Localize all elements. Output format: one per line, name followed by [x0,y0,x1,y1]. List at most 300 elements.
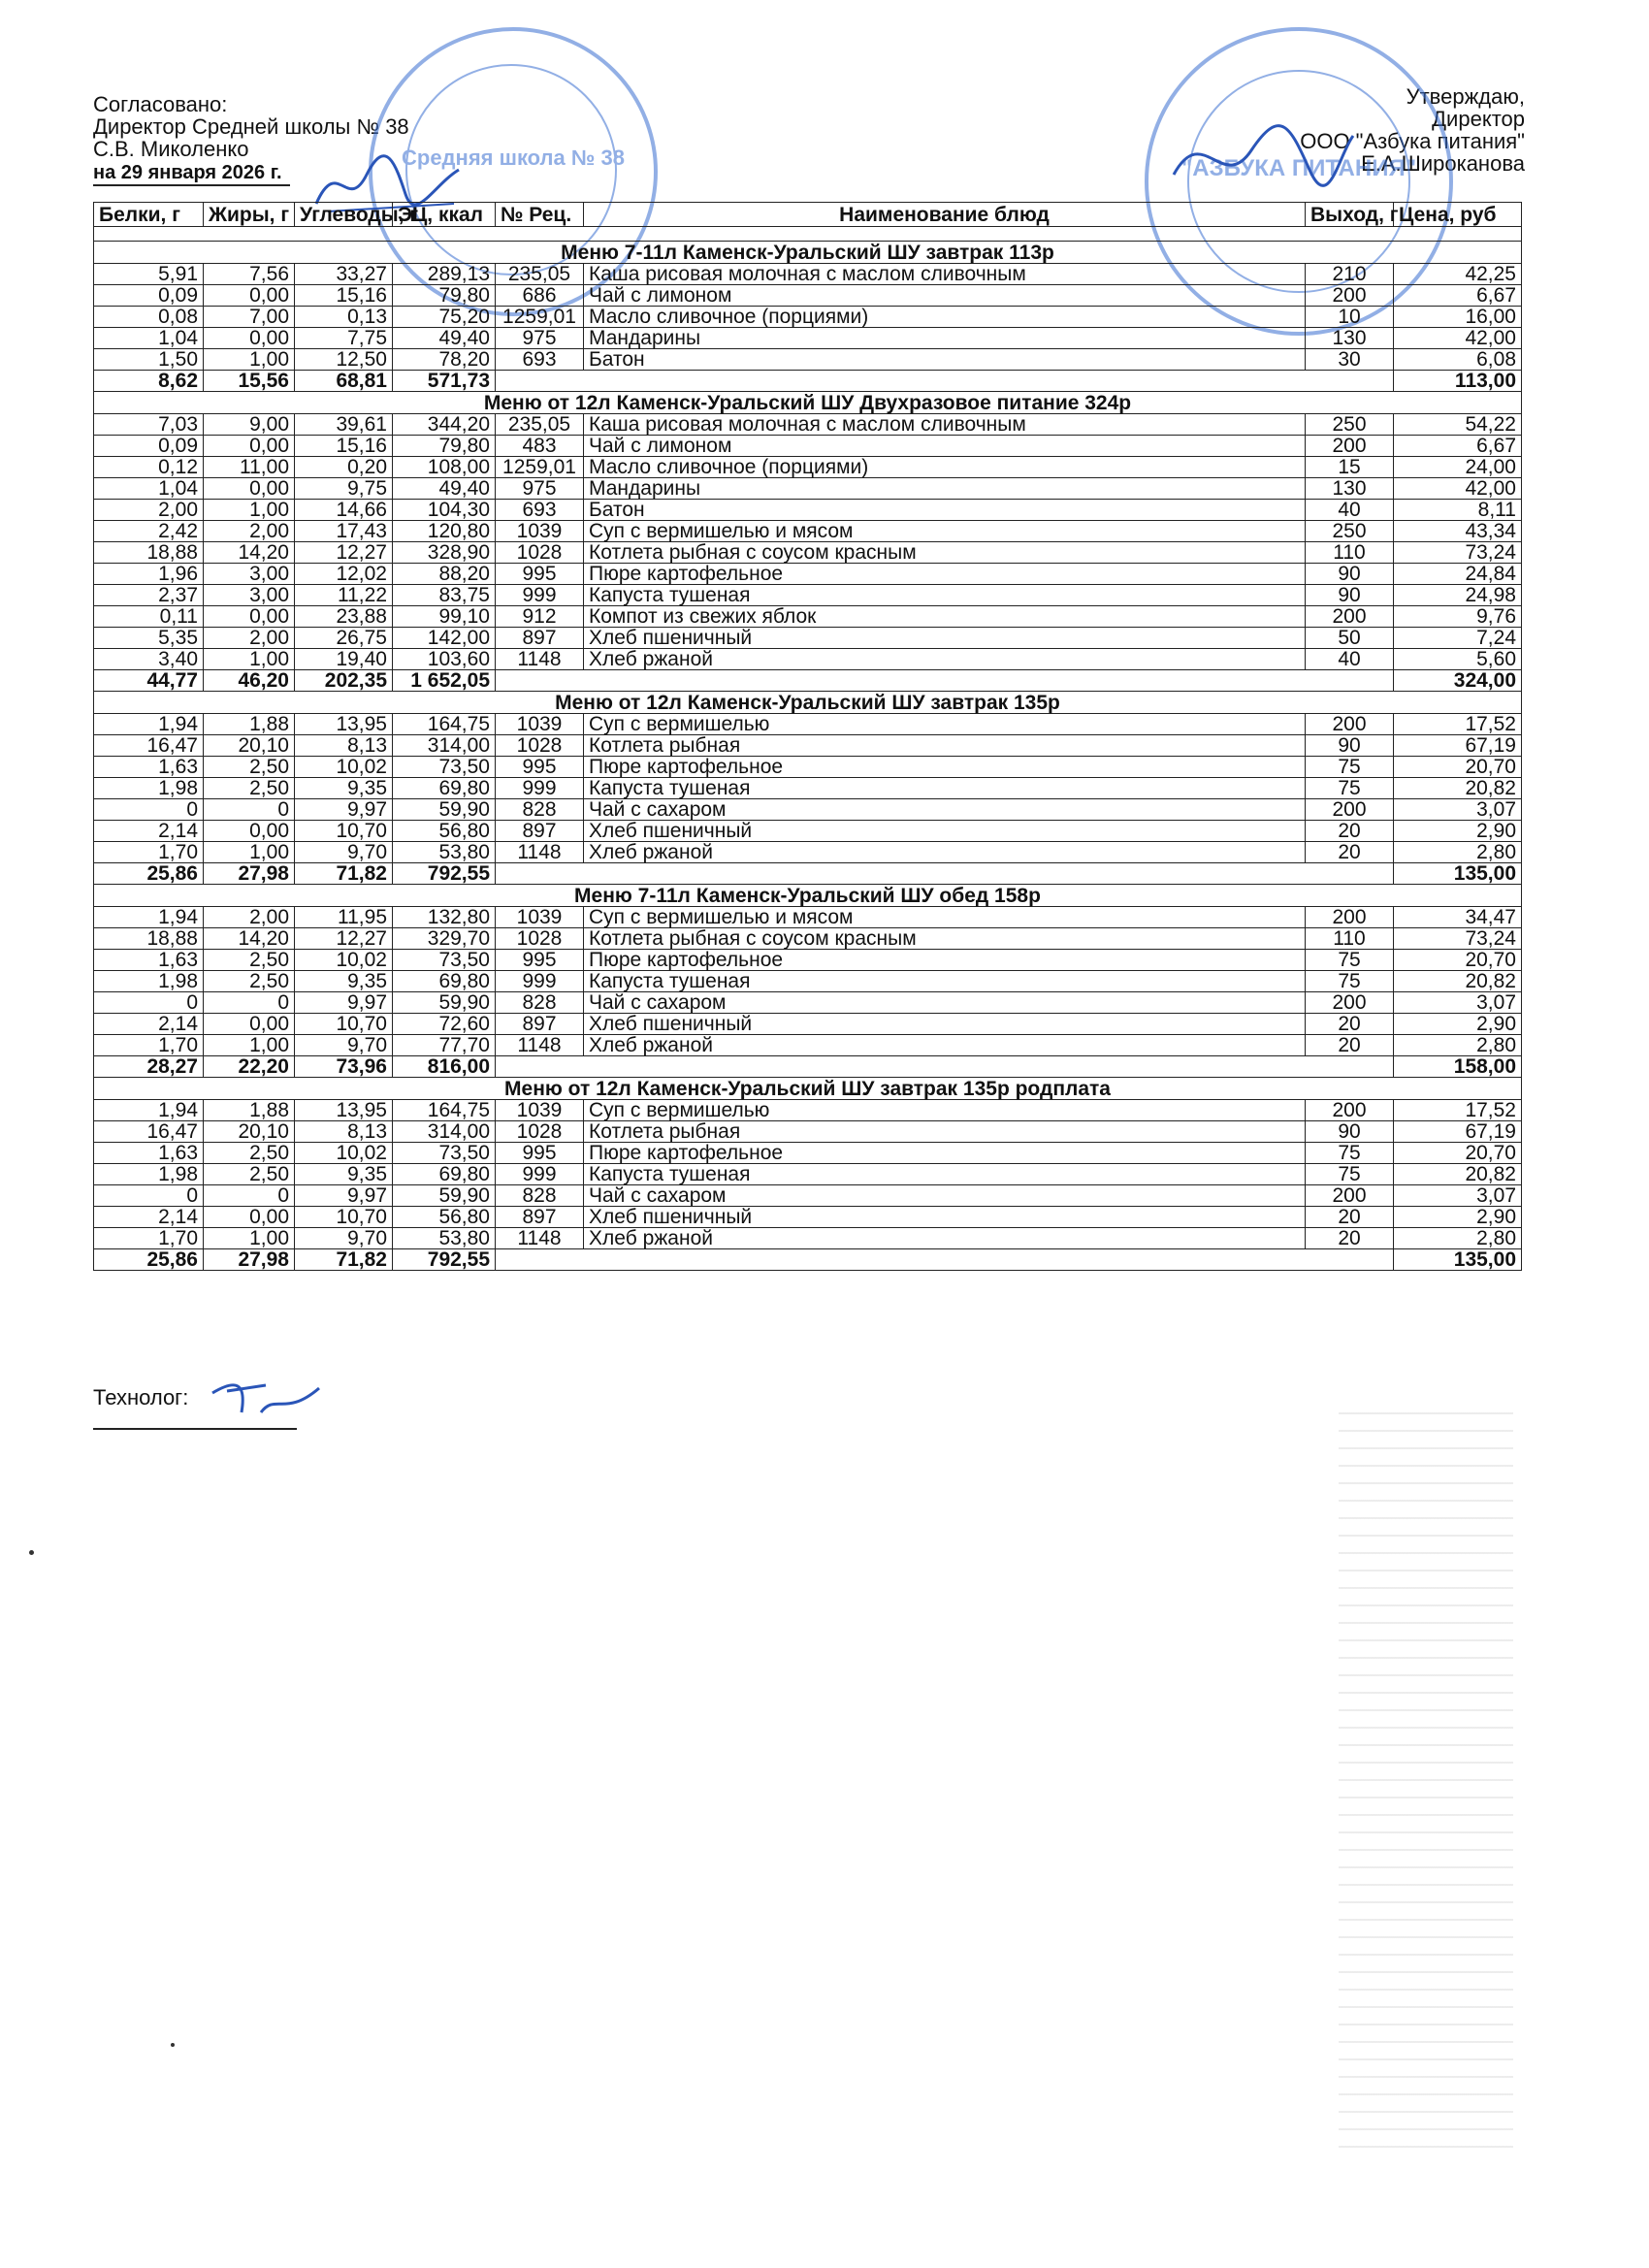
cell-yield: 200 [1306,606,1394,628]
cell-fat: 20,10 [204,735,295,757]
cell-yield: 20 [1306,1014,1394,1035]
cell-carbs: 12,27 [295,542,393,564]
cell-carbs: 11,22 [295,585,393,606]
total-blank [496,1249,1394,1271]
cell-energy: 164,75 [393,1100,496,1121]
table-header-row [94,203,1522,227]
cell-carbs: 9,70 [295,1228,393,1249]
cell-fat: 2,00 [204,521,295,542]
total-energy: 816,00 [393,1056,496,1078]
total-price: 113,00 [1394,371,1522,392]
section-title: Меню от 12л Каменск-Уральский ШУ завтрак 135р [94,692,1522,714]
cell-price: 17,52 [1394,714,1522,735]
cell-carbs: 11,95 [295,907,393,928]
cell-recipe-no: 999 [496,778,584,799]
cell-price: 20,70 [1394,757,1522,778]
cell-protein: 5,91 [94,264,204,285]
cell-recipe-no: 1028 [496,542,584,564]
cell-fat: 2,50 [204,757,295,778]
table-row [94,757,1522,778]
cell-energy: 103,60 [393,649,496,670]
cell-fat: 14,20 [204,928,295,950]
approval-left-line-1: Согласовано: [93,92,228,116]
cell-yield: 130 [1306,328,1394,349]
table-row [94,1121,1522,1143]
cell-energy: 69,80 [393,1164,496,1185]
cell-yield: 200 [1306,1100,1394,1121]
cell-yield: 90 [1306,1121,1394,1143]
col-header-carbs: Углеводы, г [295,203,393,227]
table-row [94,307,1522,328]
cell-dish-name: Хлеб ржаной [584,1035,1306,1056]
cell-fat: 2,50 [204,778,295,799]
cell-energy: 99,10 [393,606,496,628]
table-row [94,971,1522,992]
cell-recipe-no: 1039 [496,714,584,735]
table-row [94,349,1522,371]
cell-protein: 1,63 [94,1143,204,1164]
cell-protein: 1,98 [94,1164,204,1185]
cell-energy: 328,90 [393,542,496,564]
scan-dot [171,2043,175,2047]
cell-yield: 90 [1306,585,1394,606]
cell-fat: 1,00 [204,1228,295,1249]
total-protein: 28,27 [94,1056,204,1078]
table-row [94,564,1522,585]
cell-recipe-no: 995 [496,950,584,971]
total-carbs: 68,81 [295,371,393,392]
cell-price: 16,00 [1394,307,1522,328]
cell-fat: 2,50 [204,1143,295,1164]
table-row [94,521,1522,542]
cell-protein: 1,70 [94,1035,204,1056]
table-row [94,414,1522,436]
cell-recipe-no: 897 [496,1207,584,1228]
cell-energy: 79,80 [393,285,496,307]
cell-price: 67,19 [1394,735,1522,757]
cell-fat: 0,00 [204,478,295,500]
cell-price: 67,19 [1394,1121,1522,1143]
cell-dish-name: Масло сливочное (порциями) [584,457,1306,478]
table-row [94,285,1522,307]
cell-carbs: 0,13 [295,307,393,328]
cell-yield: 30 [1306,349,1394,371]
approval-left-line-3: С.В. Миколенко [93,137,249,161]
table-row [94,928,1522,950]
cell-dish-name: Котлета рыбная с соусом красным [584,928,1306,950]
cell-yield: 200 [1306,1185,1394,1207]
cell-carbs: 15,16 [295,285,393,307]
cell-price: 42,00 [1394,328,1522,349]
cell-price: 2,90 [1394,821,1522,842]
cell-energy: 132,80 [393,907,496,928]
total-energy: 792,55 [393,1249,496,1271]
cell-yield: 10 [1306,307,1394,328]
cell-protein: 1,98 [94,778,204,799]
total-carbs: 202,35 [295,670,393,692]
cell-carbs: 15,16 [295,436,393,457]
table-row [94,500,1522,521]
table-row [94,714,1522,735]
table-row [94,1143,1522,1164]
cell-protein: 2,14 [94,1207,204,1228]
total-carbs: 73,96 [295,1056,393,1078]
approval-right-line-2: Директор [1432,107,1525,131]
cell-protein: 0 [94,799,204,821]
table-row [94,842,1522,863]
cell-protein: 1,70 [94,1228,204,1249]
section-title: Меню от 12л Каменск-Уральский ШУ Двухразовое питание 324р [94,392,1522,414]
cell-recipe-no: 828 [496,799,584,821]
cell-price: 3,07 [1394,799,1522,821]
cell-dish-name: Чай с сахаром [584,1185,1306,1207]
total-price: 135,00 [1394,1249,1522,1271]
cell-fat: 0,00 [204,285,295,307]
total-blank [496,371,1394,392]
cell-fat: 3,00 [204,564,295,585]
cell-price: 2,90 [1394,1014,1522,1035]
cell-protein: 2,42 [94,521,204,542]
cell-recipe-no: 999 [496,971,584,992]
cell-protein: 1,94 [94,907,204,928]
cell-protein: 0,08 [94,307,204,328]
col-header-protein: Белки, г [94,203,204,227]
cell-dish-name: Чай с лимоном [584,436,1306,457]
col-header-energy: ЭЦ, ккал [393,203,496,227]
cell-price: 24,98 [1394,585,1522,606]
cell-carbs: 23,88 [295,606,393,628]
section-title-row [94,242,1522,264]
cell-recipe-no: 975 [496,478,584,500]
cell-fat: 9,00 [204,414,295,436]
cell-dish-name: Чай с сахаром [584,799,1306,821]
cell-recipe-no: 897 [496,821,584,842]
cell-fat: 0 [204,799,295,821]
cell-carbs: 8,13 [295,1121,393,1143]
section-title-row [94,692,1522,714]
cell-carbs: 9,35 [295,778,393,799]
cell-energy: 73,50 [393,950,496,971]
cell-yield: 250 [1306,521,1394,542]
cell-protein: 1,50 [94,349,204,371]
cell-recipe-no: 897 [496,1014,584,1035]
cell-protein: 1,96 [94,564,204,585]
cell-protein: 1,04 [94,328,204,349]
cell-recipe-no: 995 [496,1143,584,1164]
cell-fat: 3,00 [204,585,295,606]
cell-energy: 69,80 [393,778,496,799]
cell-yield: 250 [1306,414,1394,436]
cell-dish-name: Хлеб ржаной [584,649,1306,670]
cell-fat: 1,00 [204,842,295,863]
cell-yield: 75 [1306,1143,1394,1164]
cell-fat: 2,00 [204,907,295,928]
cell-dish-name: Суп с вермишелью [584,1100,1306,1121]
cell-energy: 79,80 [393,436,496,457]
cell-recipe-no: 1259,01 [496,457,584,478]
cell-fat: 7,56 [204,264,295,285]
cell-protein: 2,37 [94,585,204,606]
cell-dish-name: Мандарины [584,478,1306,500]
cell-dish-name: Суп с вермишелью и мясом [584,521,1306,542]
cell-recipe-no: 1039 [496,521,584,542]
cell-dish-name: Батон [584,500,1306,521]
total-row [94,371,1522,392]
cell-recipe-no: 828 [496,1185,584,1207]
total-protein: 25,86 [94,863,204,885]
cell-yield: 75 [1306,1164,1394,1185]
cell-recipe-no: 235,05 [496,264,584,285]
cell-carbs: 0,20 [295,457,393,478]
approval-left-line-2: Директор Средней школы № 38 [93,114,409,139]
cell-recipe-no: 1028 [496,1121,584,1143]
cell-energy: 53,80 [393,1228,496,1249]
table-row [94,1185,1522,1207]
cell-fat: 0,00 [204,328,295,349]
cell-carbs: 14,66 [295,500,393,521]
cell-recipe-no: 1028 [496,735,584,757]
cell-carbs: 10,70 [295,1207,393,1228]
cell-dish-name: Пюре картофельное [584,564,1306,585]
cell-fat: 1,88 [204,1100,295,1121]
cell-yield: 20 [1306,1228,1394,1249]
table-row [94,628,1522,649]
cell-recipe-no: 1259,01 [496,307,584,328]
total-row [94,1249,1522,1271]
cell-fat: 20,10 [204,1121,295,1143]
cell-price: 20,82 [1394,971,1522,992]
table-row [94,821,1522,842]
total-fat: 27,98 [204,863,295,885]
cell-protein: 2,14 [94,1014,204,1035]
cell-price: 24,84 [1394,564,1522,585]
cell-fat: 0,00 [204,1014,295,1035]
technolog-label: Технолог: [93,1385,189,1409]
technolog-signature-line [93,1428,297,1430]
cell-price: 24,00 [1394,457,1522,478]
cell-energy: 59,90 [393,1185,496,1207]
cell-carbs: 10,70 [295,821,393,842]
cell-carbs: 9,97 [295,799,393,821]
cell-recipe-no: 483 [496,436,584,457]
table-row [94,1100,1522,1121]
cell-carbs: 7,75 [295,328,393,349]
cell-yield: 75 [1306,778,1394,799]
cell-carbs: 13,95 [295,1100,393,1121]
approval-date: на 29 января 2026 г. [93,162,290,186]
cell-price: 73,24 [1394,542,1522,564]
cell-energy: 53,80 [393,842,496,863]
cell-price: 20,70 [1394,950,1522,971]
cell-yield: 75 [1306,971,1394,992]
cell-price: 20,70 [1394,1143,1522,1164]
cell-recipe-no: 686 [496,285,584,307]
cell-price: 6,08 [1394,349,1522,371]
cell-fat: 2,50 [204,971,295,992]
cell-price: 2,80 [1394,842,1522,863]
cell-energy: 108,00 [393,457,496,478]
cell-yield: 40 [1306,500,1394,521]
cell-recipe-no: 1039 [496,1100,584,1121]
cell-protein: 16,47 [94,1121,204,1143]
cell-dish-name: Чай с лимоном [584,285,1306,307]
cell-carbs: 12,50 [295,349,393,371]
cell-carbs: 9,35 [295,971,393,992]
cell-fat: 0,00 [204,821,295,842]
cell-dish-name: Пюре картофельное [584,950,1306,971]
cell-fat: 1,00 [204,1035,295,1056]
cell-carbs: 9,35 [295,1164,393,1185]
table-row [94,1035,1522,1056]
table-row [94,1207,1522,1228]
cell-energy: 59,90 [393,992,496,1014]
cell-carbs: 17,43 [295,521,393,542]
col-header-recipe-no: № Рец. [496,203,584,227]
cell-recipe-no: 1148 [496,1035,584,1056]
cell-price: 42,25 [1394,264,1522,285]
cell-carbs: 39,61 [295,414,393,436]
cell-carbs: 10,70 [295,1014,393,1035]
cell-price: 54,22 [1394,414,1522,436]
cell-energy: 104,30 [393,500,496,521]
cell-recipe-no: 828 [496,992,584,1014]
cell-yield: 90 [1306,564,1394,585]
cell-fat: 2,50 [204,950,295,971]
section-title-row [94,885,1522,907]
cell-price: 43,34 [1394,521,1522,542]
cell-energy: 73,50 [393,757,496,778]
cell-dish-name: Каша рисовая молочная с маслом сливочным [584,414,1306,436]
cell-protein: 1,70 [94,842,204,863]
cell-energy: 142,00 [393,628,496,649]
cell-energy: 83,75 [393,585,496,606]
cell-price: 34,47 [1394,907,1522,928]
cell-yield: 110 [1306,542,1394,564]
total-price: 158,00 [1394,1056,1522,1078]
signature-director-company [1164,116,1358,204]
cell-protein: 1,98 [94,971,204,992]
cell-dish-name: Пюре картофельное [584,1143,1306,1164]
approval-right-line-1: Утверждаю, [1406,84,1525,109]
table-row [94,992,1522,1014]
cell-dish-name: Хлеб пшеничный [584,1207,1306,1228]
cell-fat: 2,50 [204,1164,295,1185]
cell-price: 2,80 [1394,1228,1522,1249]
table-row [94,735,1522,757]
cell-yield: 200 [1306,907,1394,928]
table-row [94,328,1522,349]
section-title-row [94,392,1522,414]
cell-fat: 1,00 [204,500,295,521]
total-row [94,1056,1522,1078]
cell-dish-name: Хлеб ржаной [584,842,1306,863]
cell-carbs: 9,97 [295,1185,393,1207]
table-row [94,799,1522,821]
total-fat: 46,20 [204,670,295,692]
cell-yield: 90 [1306,735,1394,757]
cell-price: 6,67 [1394,436,1522,457]
cell-energy: 49,40 [393,478,496,500]
cell-fat: 1,88 [204,714,295,735]
cell-fat: 0,00 [204,436,295,457]
school-stamp-text: Средняя школа № 38 [402,146,625,170]
cell-protein: 1,63 [94,950,204,971]
total-energy: 792,55 [393,863,496,885]
approval-right-line-3: ООО "Азбука питания" [1300,129,1525,153]
section-title: Меню от 12л Каменск-Уральский ШУ завтрак 135р родплата [94,1078,1522,1100]
cell-dish-name: Хлеб ржаной [584,1228,1306,1249]
cell-recipe-no: 1148 [496,649,584,670]
cell-carbs: 10,02 [295,1143,393,1164]
table-row [94,950,1522,971]
table-row [94,457,1522,478]
cell-carbs: 12,02 [295,564,393,585]
cell-energy: 49,40 [393,328,496,349]
cell-carbs: 9,70 [295,842,393,863]
show-through-artifact [1339,1397,1513,2154]
cell-protein: 18,88 [94,928,204,950]
total-price: 135,00 [1394,863,1522,885]
total-row [94,863,1522,885]
cell-recipe-no: 1028 [496,928,584,950]
cell-dish-name: Компот из свежих яблок [584,606,1306,628]
cell-recipe-no: 1148 [496,1228,584,1249]
signature-technolog [208,1374,324,1422]
cell-protein: 2,00 [94,500,204,521]
cell-price: 6,67 [1394,285,1522,307]
cell-recipe-no: 693 [496,500,584,521]
total-price: 324,00 [1394,670,1522,692]
cell-dish-name: Масло сливочное (порциями) [584,307,1306,328]
total-protein: 8,62 [94,371,204,392]
cell-price: 5,60 [1394,649,1522,670]
cell-protein: 1,94 [94,714,204,735]
col-header-yield: Выход, г [1306,203,1394,227]
table-row [94,436,1522,457]
cell-dish-name: Котлета рыбная с соусом красным [584,542,1306,564]
cell-dish-name: Пюре картофельное [584,757,1306,778]
cell-dish-name: Хлеб пшеничный [584,1014,1306,1035]
cell-carbs: 9,97 [295,992,393,1014]
cell-price: 20,82 [1394,778,1522,799]
cell-energy: 314,00 [393,735,496,757]
cell-carbs: 33,27 [295,264,393,285]
cell-dish-name: Капуста тушеная [584,971,1306,992]
cell-protein: 18,88 [94,542,204,564]
cell-fat: 1,00 [204,349,295,371]
cell-fat: 0,00 [204,606,295,628]
cell-recipe-no: 235,05 [496,414,584,436]
cell-yield: 75 [1306,757,1394,778]
cell-fat: 11,00 [204,457,295,478]
cell-dish-name: Хлеб пшеничный [584,628,1306,649]
cell-yield: 20 [1306,821,1394,842]
cell-yield: 200 [1306,799,1394,821]
cell-protein: 1,63 [94,757,204,778]
cell-protein: 0,11 [94,606,204,628]
cell-carbs: 10,02 [295,757,393,778]
col-header-fat: Жиры, г [204,203,295,227]
total-carbs: 71,82 [295,863,393,885]
cell-price: 3,07 [1394,1185,1522,1207]
cell-yield: 40 [1306,649,1394,670]
cell-price: 9,76 [1394,606,1522,628]
cell-dish-name: Капуста тушеная [584,778,1306,799]
cell-recipe-no: 1039 [496,907,584,928]
cell-carbs: 9,75 [295,478,393,500]
total-protein: 44,77 [94,670,204,692]
total-blank [496,863,1394,885]
